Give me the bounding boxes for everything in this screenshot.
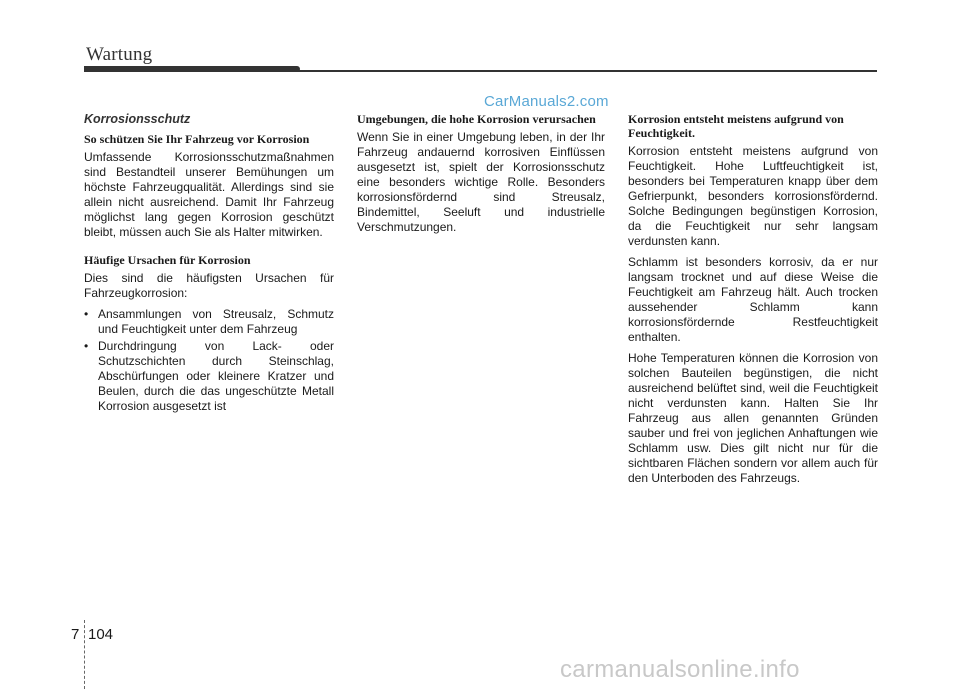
watermark-bottom: carmanualsonline.info <box>560 656 800 683</box>
section-title: Korrosionsschutz <box>84 112 191 126</box>
paragraph-temperature: Hohe Temperaturen können die Korrosion von solchen Bauteilen begünstigen, die nicht ausreichend belüftet sind, weil die Feuchtigkeit nicht verdunsten kann. Halten Sie Ihr Fahrzeug aus allen genannten Gründen sauber und frei von jeglichen Anhaftungen wie Schlamm usw. Dies gilt nicht nur für die sichtbaren Flächen sondern vor allem auch für den Unterboden des Fahrzeugs. <box>628 351 878 485</box>
subhead-environments: Umgebungen, die hohe Korrosion verursachen <box>357 112 596 126</box>
list-item-text: Durchdringung von Lack- oder Schutzschichten durch Steinschlag, Abschürfungen oder kleinere Kratzer und Beulen, durch die das ungeschützte Metall Korrosion ausgesetzt ist <box>98 339 334 413</box>
watermark-top: CarManuals2.com <box>484 93 609 110</box>
paragraph-moisture: Korrosion entsteht meistens aufgrund von Feuchtigkeit. Hohe Luftfeuchtigkeit ist, besonders bei Temperaturen knapp über dem Gefrierpunkt, besonders korrosionsfördernd. Solche Bedingungen begünstigen Korrosion, da die Feuchtigkeit nur sehr langsam verdunsten kann. <box>628 144 878 248</box>
chapter-number: 7 <box>71 626 80 643</box>
subhead-causes: Häufige Ursachen für Korrosion <box>84 253 251 267</box>
footer-divider <box>84 620 86 689</box>
paragraph-causes: Dies sind die häufigsten Ursachen für Fahrzeugkorrosion: <box>84 271 334 300</box>
paragraph-protect: Umfassende Korrosionsschutzmaßnahmen sind Bestandteil unserer Bemühungen um höchste Fahrzeugqualität. Allerdings sind sie allein nicht ausreichend. Damit Ihr Fahrzeug möglichst lang gegen Korrosion geschützt bleibt, müssen auch Sie als Halter mitwirken. <box>84 150 334 239</box>
list-item <box>84 339 334 414</box>
list-item-text: Ansammlungen von Streusalz, Schmutz und Feuchtigkeit unter dem Fahrzeug <box>98 307 334 336</box>
subhead-moisture: Korrosion entsteht meistens aufgrund von Feuchtigkeit. <box>628 112 844 140</box>
page-number: 104 <box>88 626 114 643</box>
subhead-protect: So schützen Sie Ihr Fahrzeug vor Korrosion <box>84 132 310 146</box>
column-2 <box>357 112 605 248</box>
causes-list <box>84 307 334 414</box>
paragraph-mud: Schlamm ist besonders korrosiv, da er nur langsam trocknet und auf diese Weise die Feuchtigkeit am Fahrzeug hält. Auch trocken aussehender Schlamm kann korrosionsfördernde Restfeuchtigkeit enthalten. <box>628 255 878 344</box>
bullet-icon: • <box>84 339 89 353</box>
bullet-icon: • <box>84 307 89 321</box>
list-item <box>84 307 334 337</box>
paragraph-environments: Wenn Sie in einer Umgebung leben, in der Ihr Fahrzeug andauernd korrosiven Einflüssen ausgesetzt ist, spielt der Korrosionsschutz eine besonders wichtige Rolle. Besonders korrosionsfördernd sind Streusalz, Bindemittel, Seeluft und industrielle Verschmutzungen. <box>357 130 605 234</box>
column-1 <box>84 112 334 416</box>
header-title: Wartung <box>86 44 153 65</box>
header-rule-thin <box>84 70 877 72</box>
column-3 <box>628 112 878 499</box>
